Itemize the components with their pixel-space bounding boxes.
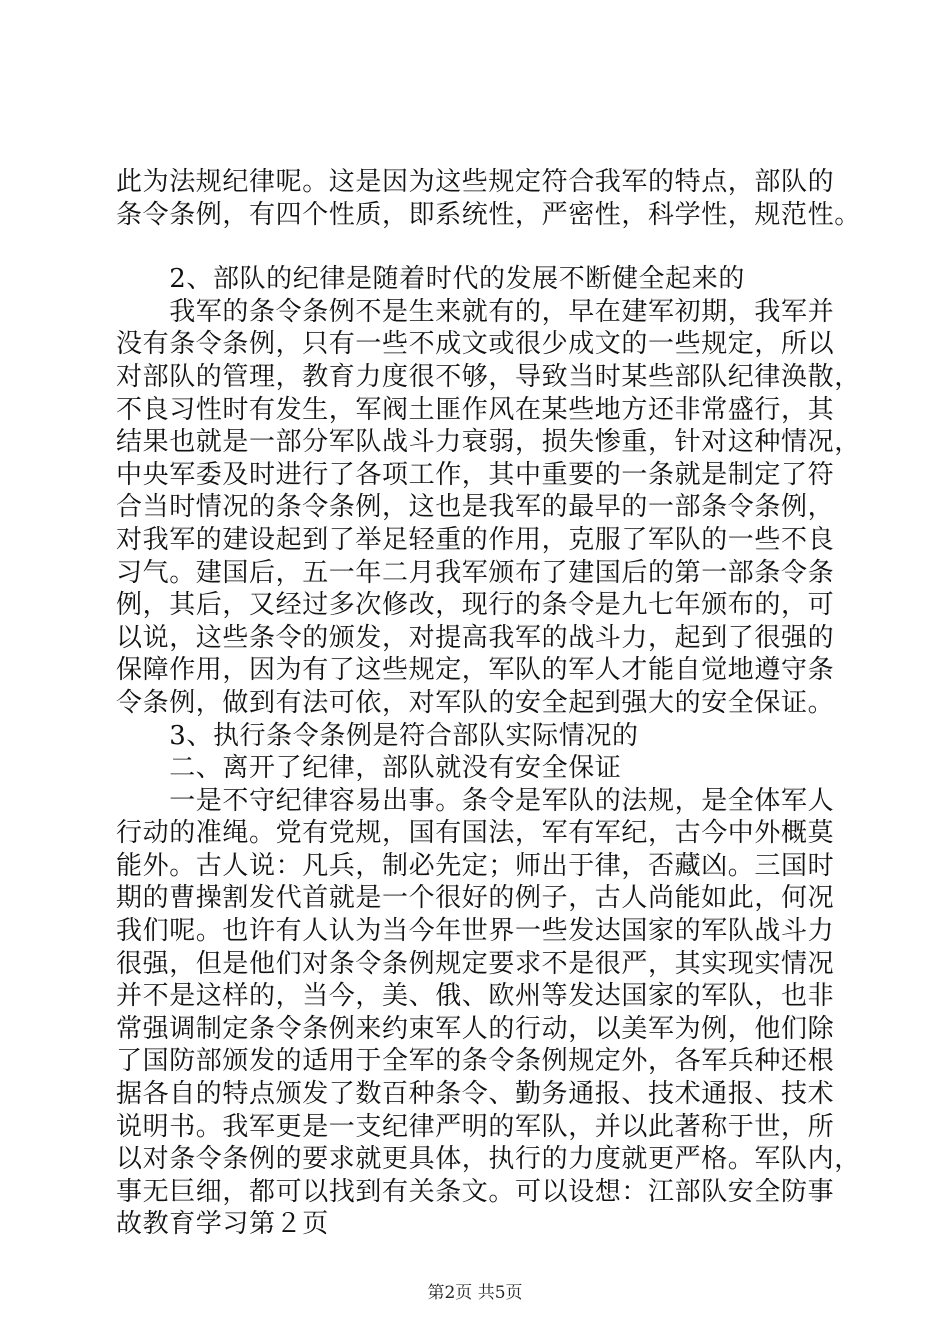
text-line: 此为法规纪律呢。这是因为这些规定符合我军的特点，部队的 [116,167,835,197]
text-line: 结果也就是一部分军队战斗力衰弱，损失惨重，针对这种情况， [116,427,861,458]
page-footer: 第2页 共5页 [427,1283,523,1303]
text-line: 以说，这些条令的颁发，对提高我军的战斗力，起到了很强的 [116,622,835,653]
text-line: 我军的条令条例不是生来就有的，早在建军初期，我军并 [116,296,835,327]
text-line: 保障作用，因为有了这些规定，军队的军人才能自觉地遵守条 [116,655,835,686]
paragraph-block-top [116,166,861,231]
text-line: 故教育学习第２页 [116,1209,329,1240]
text-line: 条令条例，有四个性质，即系统性，严密性，科学性，规范性。 [116,199,861,230]
document-body [116,166,861,1241]
text-line: 令条例，做到有法可依，对军队的安全起到强大的安全保证。 [116,687,835,718]
text-line: 说明书。我军更是一支纪律严明的军队，并以此著称于世，所 [116,1111,835,1142]
paragraph-block-main [116,263,861,1241]
text-line: 合当时情况的条令条例，这也是我军的最早的一部条令条例， [116,492,835,523]
text-line: 不良习性时有发生，军阀土匪作风在某些地方还非常盛行，其 [116,394,835,425]
text-line: 二、离开了纪律，部队就没有安全保证 [116,753,622,784]
text-line: 据各自的特点颁发了数百种条令、勤务通报、技术通报、技术 [116,1079,835,1110]
text-line: 以对条令条例的要求就更具体，执行的力度就更严格。军队内， [116,1144,861,1175]
text-line: 中央军委及时进行了各项工作，其中重要的一条就是制定了符 [116,459,835,490]
text-line: 3、执行条令条例是符合部队实际情况的 [116,720,639,751]
text-line: 对部队的管理，教育力度很不够，导致当时某些部队纪律涣散， [116,361,861,392]
text-line: 习气。建国后，五一年二月我军颁布了建国后的第一部条令条 [116,557,835,588]
text-line: 了国防部颁发的适用于全军的条令条例规定外，各军兵种还根 [116,1046,835,1077]
text-line: 很强，但是他们对条令条例规定要求不是很严，其实现实情况 [116,948,835,979]
paragraph-gap [116,231,856,263]
text-line: 对我军的建设起到了举足轻重的作用，克服了军队的一些不良 [116,524,835,555]
text-line: 没有条令条例，只有一些不成文或很少成文的一些规定，所以 [116,329,835,360]
text-line: 例，其后，又经过多次修改，现行的条令是九七年颁布的，可 [116,590,835,621]
text-line: 我们呢。也许有人认为当今年世界一些发达国家的军队战斗力 [116,916,835,947]
text-line: 2、部队的纪律是随着时代的发展不断健全起来的 [116,264,745,295]
text-line: 常强调制定条令条例来约束军人的行动，以美军为例，他们除 [116,1013,835,1044]
text-line: 事无巨细，都可以找到有关条文。可以设想：江部队安全防事 [116,1176,835,1207]
text-line: 行动的准绳。党有党规，国有国法，军有军纪，古今中外概莫 [116,818,835,849]
text-line: 一是不守纪律容易出事。条令是军队的法规，是全体军人 [116,785,835,816]
text-line: 并不是这样的，当今，美、俄、欧州等发达国家的军队，也非 [116,981,835,1012]
text-line: 期的曹操割发代首就是一个很好的例子，古人尚能如此，何况 [116,883,835,914]
text-line: 能外。古人说：凡兵，制必先定；师出于律，否藏凶。三国时 [116,850,835,881]
